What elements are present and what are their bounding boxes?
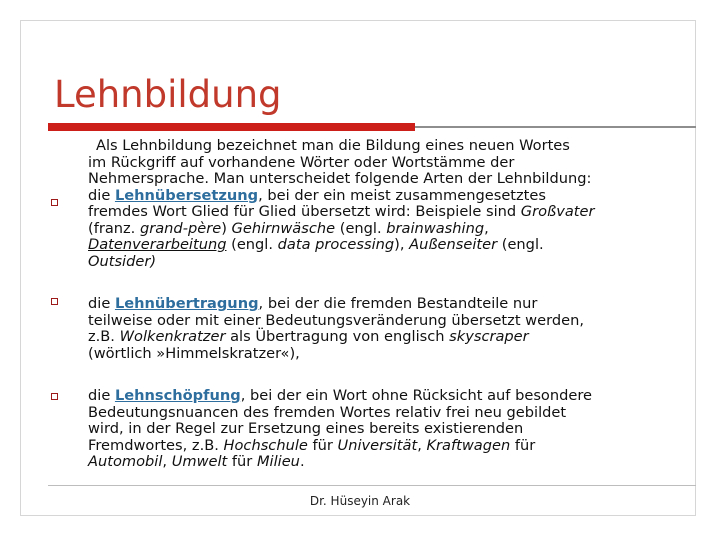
- text: (engl.: [226, 236, 278, 253]
- text: ,: [162, 453, 172, 470]
- text: die: [88, 387, 115, 404]
- text: die: [88, 295, 115, 312]
- text-line: [88, 138, 693, 155]
- text-line: [88, 296, 693, 313]
- text: (engl.: [335, 219, 387, 237]
- text-line: [88, 254, 693, 271]
- text-line: [88, 405, 693, 422]
- text-line: [88, 388, 693, 405]
- slide-title: Lehnbildung: [54, 73, 282, 116]
- example-word: Umwelt: [171, 453, 228, 470]
- text-line: [88, 329, 693, 346]
- list-item-lehnuebersetzung: [88, 138, 693, 270]
- example-word: Universität: [337, 436, 418, 454]
- example-word: Datenverarbeitung: [88, 236, 227, 253]
- term-link-lehnuebersetzung[interactable]: Lehnübersetzung: [114, 186, 259, 204]
- text: Fremdwortes, z.B.: [88, 436, 224, 454]
- text-line: [88, 346, 693, 363]
- text-line: [88, 421, 693, 438]
- text: im Rückgriff auf vorhandene Wörter oder Wortstämme der: [88, 153, 515, 171]
- list-item-lehnuebertragung: [88, 296, 693, 362]
- bullet-square-icon: [51, 199, 58, 206]
- text: (franz.: [88, 219, 140, 237]
- term-link-lehnuebertragung[interactable]: Lehnübertragung: [114, 295, 259, 312]
- term-link-lehnschoepfung[interactable]: Lehnschöpfung: [114, 387, 241, 404]
- text: ): [221, 219, 232, 237]
- text: für: [227, 453, 257, 470]
- example-word: data processing: [277, 236, 395, 253]
- example-word: skyscraper: [449, 328, 529, 345]
- text-line: [88, 438, 693, 455]
- title-accent-rule: [48, 123, 415, 131]
- example-word: Kraftwagen: [426, 436, 511, 454]
- text: .: [299, 453, 305, 470]
- text: die: [88, 186, 115, 204]
- text: , bei der ein meist zusammengesetztes: [258, 186, 546, 204]
- list-item-lehnschoepfung: [88, 388, 693, 471]
- text: ,: [417, 436, 427, 454]
- text: Nehmersprache. Man unterscheidet folgende Arten der Lehnbildung:: [88, 170, 592, 187]
- text: , bei der die fremden Bestandteile nur: [258, 295, 538, 312]
- title-divider-rule: [415, 126, 696, 128]
- text-line: [88, 313, 693, 330]
- text-line: [88, 221, 693, 238]
- example-word: Hochschule: [223, 436, 308, 454]
- text: Als Lehnbildung bezeichnet man die Bildung eines neuen Wortes: [96, 137, 570, 154]
- text-line: [88, 188, 693, 205]
- example-word: Außenseiter: [409, 236, 498, 253]
- text: ),: [394, 236, 410, 253]
- example-word: Gehirnwäsche: [231, 219, 336, 237]
- text: teilweise oder mit einer Bedeutungsveränderung übersetzt werden,: [88, 311, 584, 329]
- example-word: Wolkenkratzer: [119, 328, 226, 345]
- text-line: [88, 237, 693, 254]
- bullet-square-icon: [51, 393, 58, 400]
- text: fremdes Wort Glied für Glied übersetzt wird: Beispiele sind: [88, 203, 521, 220]
- text-line: [88, 204, 693, 221]
- example-word: Automobil: [88, 453, 163, 470]
- text: für: [510, 436, 536, 454]
- text: , bei der ein Wort ohne Rücksicht auf besondere: [240, 387, 593, 404]
- text-line: [88, 155, 693, 172]
- text: wird, in der Regel zur Ersetzung eines bereits existierenden: [88, 420, 524, 437]
- text: z.B.: [88, 328, 120, 345]
- example-word: Großvater: [520, 203, 595, 220]
- text: (engl.: [497, 236, 544, 253]
- bullet-square-icon: [51, 298, 58, 305]
- example-word: grand-père: [139, 219, 222, 237]
- text: Bedeutungsnuancen des fremden Wortes relativ frei neu gebildet: [88, 403, 567, 421]
- text: ,: [484, 219, 489, 237]
- text: (wörtlich »Himmelskratzer«),: [88, 344, 300, 362]
- footer-author: Dr. Hüseyin Arak: [309, 494, 411, 508]
- example-word: brainwashing: [386, 219, 485, 237]
- text: für: [307, 436, 338, 454]
- example-word: Milieu: [256, 453, 300, 470]
- text-line: [88, 454, 693, 471]
- example-word: Outsider): [88, 252, 157, 270]
- text-line: [88, 171, 693, 188]
- text: als Übertragung von englisch: [225, 328, 450, 345]
- footer-divider: [48, 485, 696, 486]
